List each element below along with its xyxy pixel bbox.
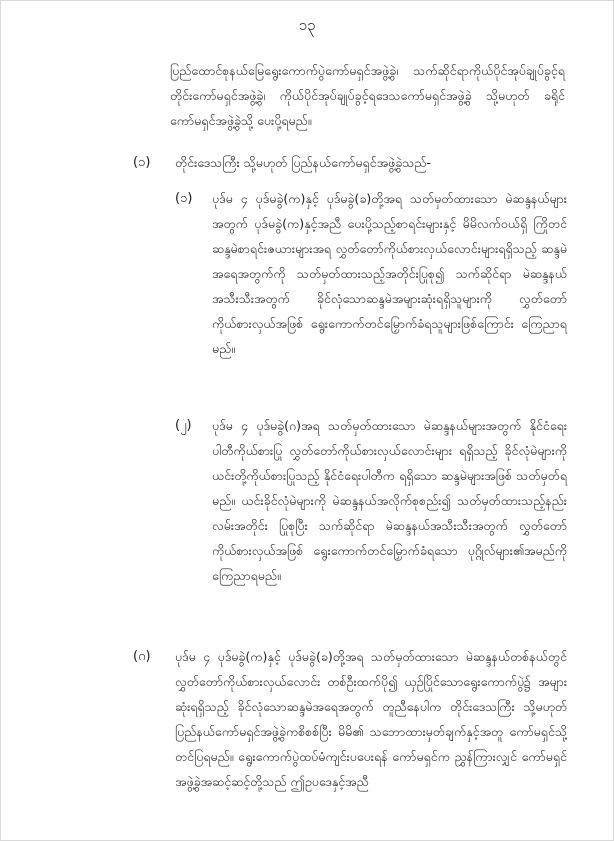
section-1-number: (၁) (133, 155, 151, 170)
item-2-text: ပုဒ်မ ၄ ပုဒ်မခွဲ(ဂ)အရ သတ်မှတ်ထားသော မဲဆန္ဒနယ်များအတွက် နိုင်ငံရေးပါတီကိုယ်စားပြု လွှတ်တော်ကိုယ်စားလှယ်လောင်းများ ရရှိသည့် ခိုင်လုံမဲများကို ယင်းတို့ကိုယ်စားပြုသည့် နိုင်ငံရေးပါတီက ရရှိသော ဆန္ဒမဲများအဖြစ် သတ်မှတ်ရမည်။ ယင်းခိုင်လုံမဲများကို မဲဆန္ဒနယ်အလိုက်စုစည်း၍ သတ်မှတ်ထားသည့်နည်းလမ်းအတိုင်း ပြုစုပြီး သက်ဆိုင်ရာ မဲဆန္ဒနယ်အသီးသီးအတွက် လွှတ်တော်ကိုယ်စားလှယ်အဖြစ် ရွေးကောက်တင်မြှောက်ခံရသော ပုဂ္ဂိုလ်များ၏အမည်ကို ကြေညာရမည်။ (212, 418, 567, 583)
section-1-heading: တိုင်းဒေသကြီး သို့မဟုတ် ပြည်နယ်ကော်မရှင်အဖွဲ့ခွဲသည်- (175, 155, 431, 170)
section-3-text: ပုဒ်မ ၄ ပုဒ်မခွဲ(က)နှင့် ပုဒ်မခွဲ(ခ)တို့အရ သတ်မှတ်ထားသော မဲဆန္ဒနယ်တစ်နယ်တွင် လွှတ်တော်ကိုယ်စားလှယ်လောင်း တစ်ဦးထက်ပို၍ ယှဉ်ပြိုင်သောရွေးကောက်ပွဲ၌ အများဆုံးရရှိသည့် ခိုင်လုံသောဆန္ဒမဲအရေအတွက် တူညီနေပါက တိုင်းဒေသကြီး သို့မဟုတ် ပြည်နယ်ကော်မရှင်အဖွဲ့ခွဲကစိစစ်ပြီး မိမိ၏ သဘောထားမှတ်ချက်နှင့်အတူ ကော်မရှင်သို့ တင်ပြရမည်။ ရွေးကောက်ပွဲထပ်မံကျင်းပပေးရန် ကော်မရှင်က ညွှန်ကြားလျှင် ကော်မရှင်အဖွဲ့ခွဲအဆင့်ဆင့်တို့သည် ဤဥပဒေနှင့်အညီ (175, 649, 567, 789)
item-1-number: (၁) (175, 191, 193, 206)
item-1-text: ပုဒ်မ ၄ ပုဒ်မခွဲ(က)နှင့် ပုဒ်မခွဲ(ခ)တို့အရ သတ်မှတ်ထားသော မဲဆန္ဒနယ်များအတွက် ပုဒ်မခွဲ(က)နှင့်အညီ ပေးပို့သည့်စာရင်းများနှင့် မိမိလက်ဝယ်ရှိ ကြိုတင်ဆန္ဒမဲစာရင်းဇယားများအရ လွှတ်တော်ကိုယ်စားလှယ်လောင်းများရရှိသည့် ဆန္ဒမဲအရေအတွက်ကို သတ်မှတ်ထားသည့်အတိုင်းပြုစု၍ သက်ဆိုင်ရာ မဲဆန္ဒနယ်အသီးသီးအတွက် ခိုင်လုံသောဆန္ဒမဲအများဆုံးရရှိသူများကို လွှတ်တော်ကိုယ်စားလှယ်အဖြစ် ရွေးကောက်တင်မြှောက်ခံရသူများဖြစ်ကြောင်း ကြေညာရမည်။ (212, 191, 567, 356)
item-2-number: (၂) (175, 418, 192, 433)
top-paragraph: ပြည်ထောင်စုနယ်မြေရွေးကောက်ပွဲကော်မရှင်အဖွဲ့ခွဲ၊ သက်ဆိုင်ရာကိုယ်ပိုင်အုပ်ချုပ်ခွင့်ရတိုင်းကော်မရှင်အဖွဲ့ခွဲ၊ ကိုယ်ပိုင်အုပ်ချုပ်ခွင့်ရဒေသကော်မရှင်အဖွဲ့ခွဲ သို့မဟုတ် ခရိုင်ကော်မရှင်အဖွဲ့ခွဲသို့ ပေးပို့ရမည်။ (170, 63, 565, 128)
section-3-number: (ဂ) (133, 649, 151, 664)
page-number: ၁၃ (298, 16, 316, 34)
